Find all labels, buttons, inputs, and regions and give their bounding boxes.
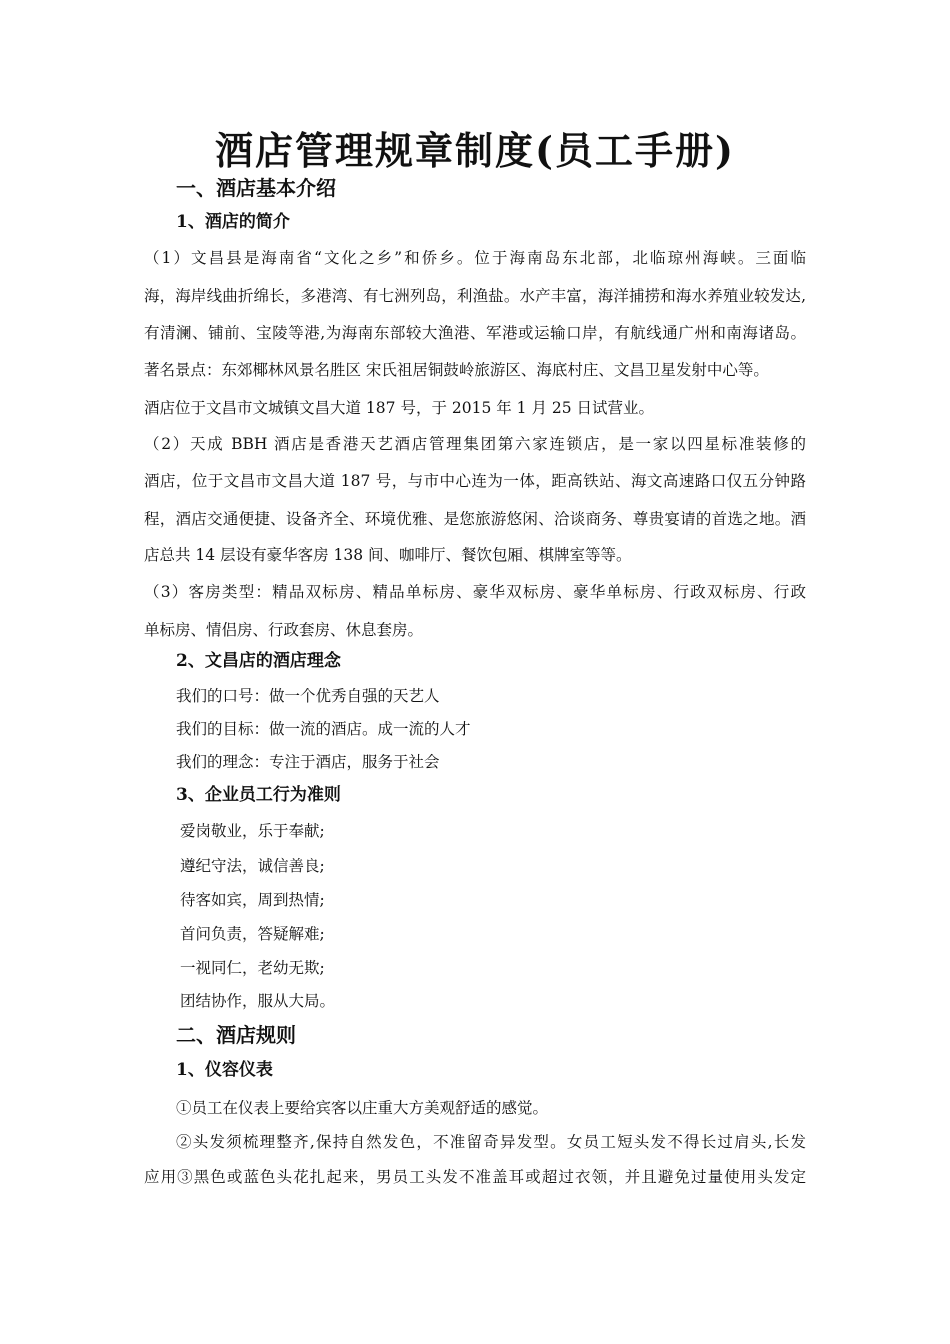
list-item: 我们的目标：做一流的酒店。成一流的人才 [176, 720, 471, 738]
document-title: 酒店管理规章制度(员工手册) [215, 128, 735, 173]
paragraph-line: 有清澜、铺前、宝陵等港,为海南东部较大渔港、军港或运输口岸，有航线通广州和南海诸岛。 [144, 324, 806, 342]
list-item: 一视同仁，老幼无欺; [180, 959, 325, 977]
paragraph-line: 应用③黑色或蓝色头花扎起来，男员工头发不准盖耳或超过衣领，并且避免过量使用头发定 [144, 1168, 806, 1186]
paragraph-line: 酒店，位于文昌市文昌大道 187 号，与市中心连为一体，距高铁站、海文高速路口仅五分钟路 [144, 472, 806, 490]
paragraph-line: （2）天成 BBH 酒店是香港天艺酒店管理集团第六家连锁店，是一家以四星标准装修的 [144, 435, 806, 453]
paragraph-line: 店总共 14 层设有豪华客房 138 间、咖啡厅、餐饮包厢、棋牌室等等。 [144, 546, 632, 564]
list-item: 我们的理念：专注于酒店，服务于社会 [176, 753, 440, 771]
list-item: 我们的口号：做一个优秀自强的天艺人 [176, 687, 440, 705]
subsection-heading: 3、企业员工行为准则 [176, 785, 341, 805]
list-item: 团结协作，服从大局。 [180, 992, 336, 1010]
subsection-heading: 2、文昌店的酒店理念 [176, 651, 341, 671]
list-item: 首问负责，答疑解难; [180, 925, 325, 943]
subsection-heading: 1、酒店的简介 [176, 212, 290, 232]
paragraph-line: ②头发须梳理整齐,保持自然发色，不准留奇异发型。女员工短头发不得长过肩头,长发 [176, 1133, 806, 1151]
section-heading: 一、酒店基本介绍 [176, 176, 336, 200]
section-heading: 二、酒店规则 [176, 1023, 296, 1047]
subsection-heading: 1、仪容仪表 [176, 1060, 273, 1080]
paragraph-line: 著名景点：东郊椰林风景名胜区 宋氏祖居铜鼓岭旅游区、海底村庄、文昌卫星发射中心等。 [144, 361, 769, 379]
paragraph-line: ①员工在仪表上要给宾客以庄重大方美观舒适的感觉。 [176, 1099, 549, 1117]
paragraph-line: 海，海岸线曲折绵长，多港湾、有七洲列岛，利渔盐。水产丰富，海洋捕捞和海水养殖业较发达, [144, 287, 806, 305]
list-item: 待客如宾，周到热情; [180, 891, 325, 909]
paragraph-line: 酒店位于文昌市文城镇文昌大道 187 号，于 2015 年 1 月 25 日试营业。 [144, 399, 655, 417]
list-item: 爱岗敬业，乐于奉献; [180, 822, 325, 840]
paragraph-line: （3）客房类型：精品双标房、精品单标房、豪华双标房、豪华单标房、行政双标房、行政 [144, 583, 806, 601]
paragraph-line: （1）文昌县是海南省“文化之乡”和侨乡。位于海南岛东北部，北临琼州海峡。三面临 [144, 249, 806, 267]
paragraph-line: 程，酒店交通便捷、设备齐全、环境优雅、是您旅游悠闲、洽谈商务、尊贵宴请的首选之地。酒 [144, 510, 806, 528]
list-item: 遵纪守法，诚信善良; [180, 857, 325, 875]
paragraph-line: 单标房、情侣房、行政套房、休息套房。 [144, 621, 424, 639]
